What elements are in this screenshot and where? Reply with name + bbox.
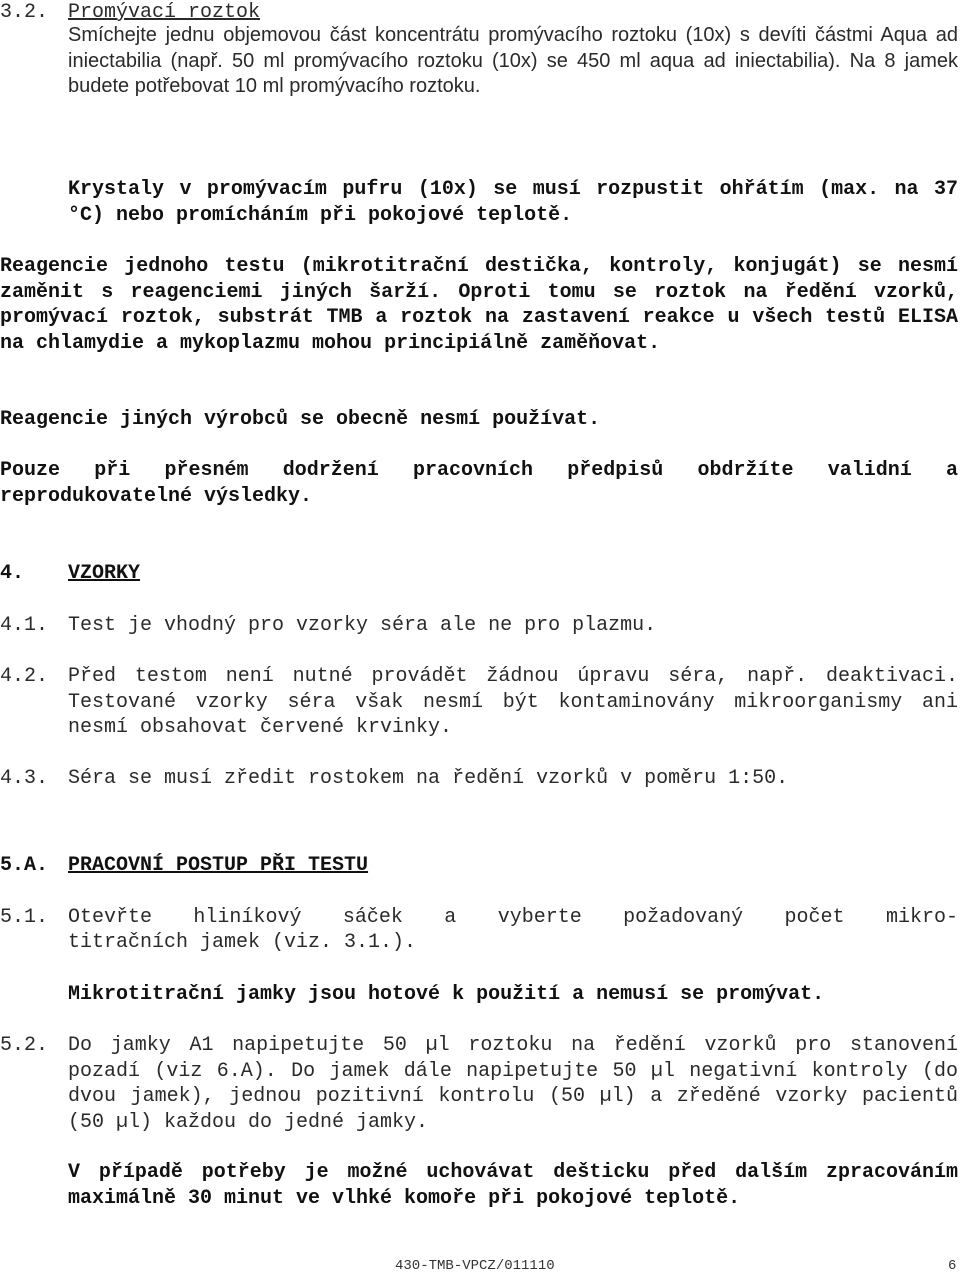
item-4-3-number: 4.3. [0,767,49,790]
section-4-title: VZORKY [68,562,141,585]
item-5-1-line-1: Otevřte hliníkový sáček a vyberte požadovaný počet mikro- [68,906,958,929]
item-5-2-text: Do jamky A1 napipetujte 50 µl roztoku na ředění vzorků pro stanovení pozadí (viz 6.A). Do jamek dále napipetujte 50 µl negativní kontroly (do dvou jamek), jednou pozitivní kontrolu (50 µl) a zředěné vzorky pacientů (50 µl) každou do jedné jamky. [68,1034,958,1134]
item-4-2-text: Před testom není nutné provádět žádnou úpravu séra, např. deaktivaci. Testované vzorky séra však nesmí být kontaminovány mikroorganismy ani nesmí obsahovat červené krvinky. [68,665,958,740]
footer-page-number: 6 [948,1258,957,1274]
section-5a-title: PRACOVNÍ POSTUP PŘI TESTU [68,854,369,877]
section-3-2-paragraph-2: Krystaly v promývacím pufru (10x) se musí rozpustit ohřátím (max. na 37 °C) nebo promícháním při pokojové teplotě. [68,178,958,227]
reagents-bold-sentence: Reagencie jednoho testu (mikrotitrační destička, kontroly, konjugát) se nesmí zaměnit s reagenciemi jiných šarží. [0,255,958,304]
reagents-paragraph [0,254,958,356]
other-manufacturers-note: Reagencie jiných výrobců se obecně nesmí používat. [0,408,601,431]
section-3-2-title: Promývací roztok [68,1,261,24]
item-4-2-number: 4.2. [0,665,49,688]
section-3-2-number: 3.2. [0,1,49,24]
item-5-2-number: 5.2. [0,1034,49,1057]
valid-results-note: Pouze při přesném dodržení pracovních předpisů obdržíte validní a reprodukovatelné výsledky. [0,459,958,508]
reagents-rest-sentence: Oproti tomu se roztok na ředění vzorků, promývací roztok, substrát TMB a roztok na zastavení reakce u všech testů ELISA na chlamydie a mykoplazmu mohou principiálně zaměňovat. [0,280,958,355]
item-5-1-number: 5.1. [0,906,49,929]
section-5a-number: 5.A. [0,854,49,877]
item-4-1-number: 4.1. [0,614,49,637]
item-4-1-text: Test je vhodný pro vzorky séra ale ne pro plazmu. [68,614,657,637]
footer-document-code: 430-TMB-VPCZ/011110 [395,1258,555,1274]
item-5-1-note: Mikrotitrační jamky jsou hotové k použití a nemusí se promývat. [68,983,825,1006]
section-4-number: 4. [0,562,25,585]
section-3-2-paragraph-1: Smíchejte jednu objemovou část koncentrátu promývacího roztoku (10x) s devíti částmi Aqua ad iniectabilia (např. 50 ml promývacího roztoku (10x) se 450 ml aqua ad iniectabilia). Na 8 jamek budete potřebovat 10 ml promývacího roztoku. [68,24,958,98]
item-5-1-line-2: titračních jamek (viz. 3.1.). [68,931,417,954]
item-5-2-note: V případě potřeby je možné uchovávat dešticku před dalším zpracováním maximálně 30 minut ve vlhké komoře při pokojové teplotě. [68,1161,958,1210]
item-4-3-text: Séra se musí zředit rostokem na ředění vzorků v poměru 1:50. [68,767,789,790]
